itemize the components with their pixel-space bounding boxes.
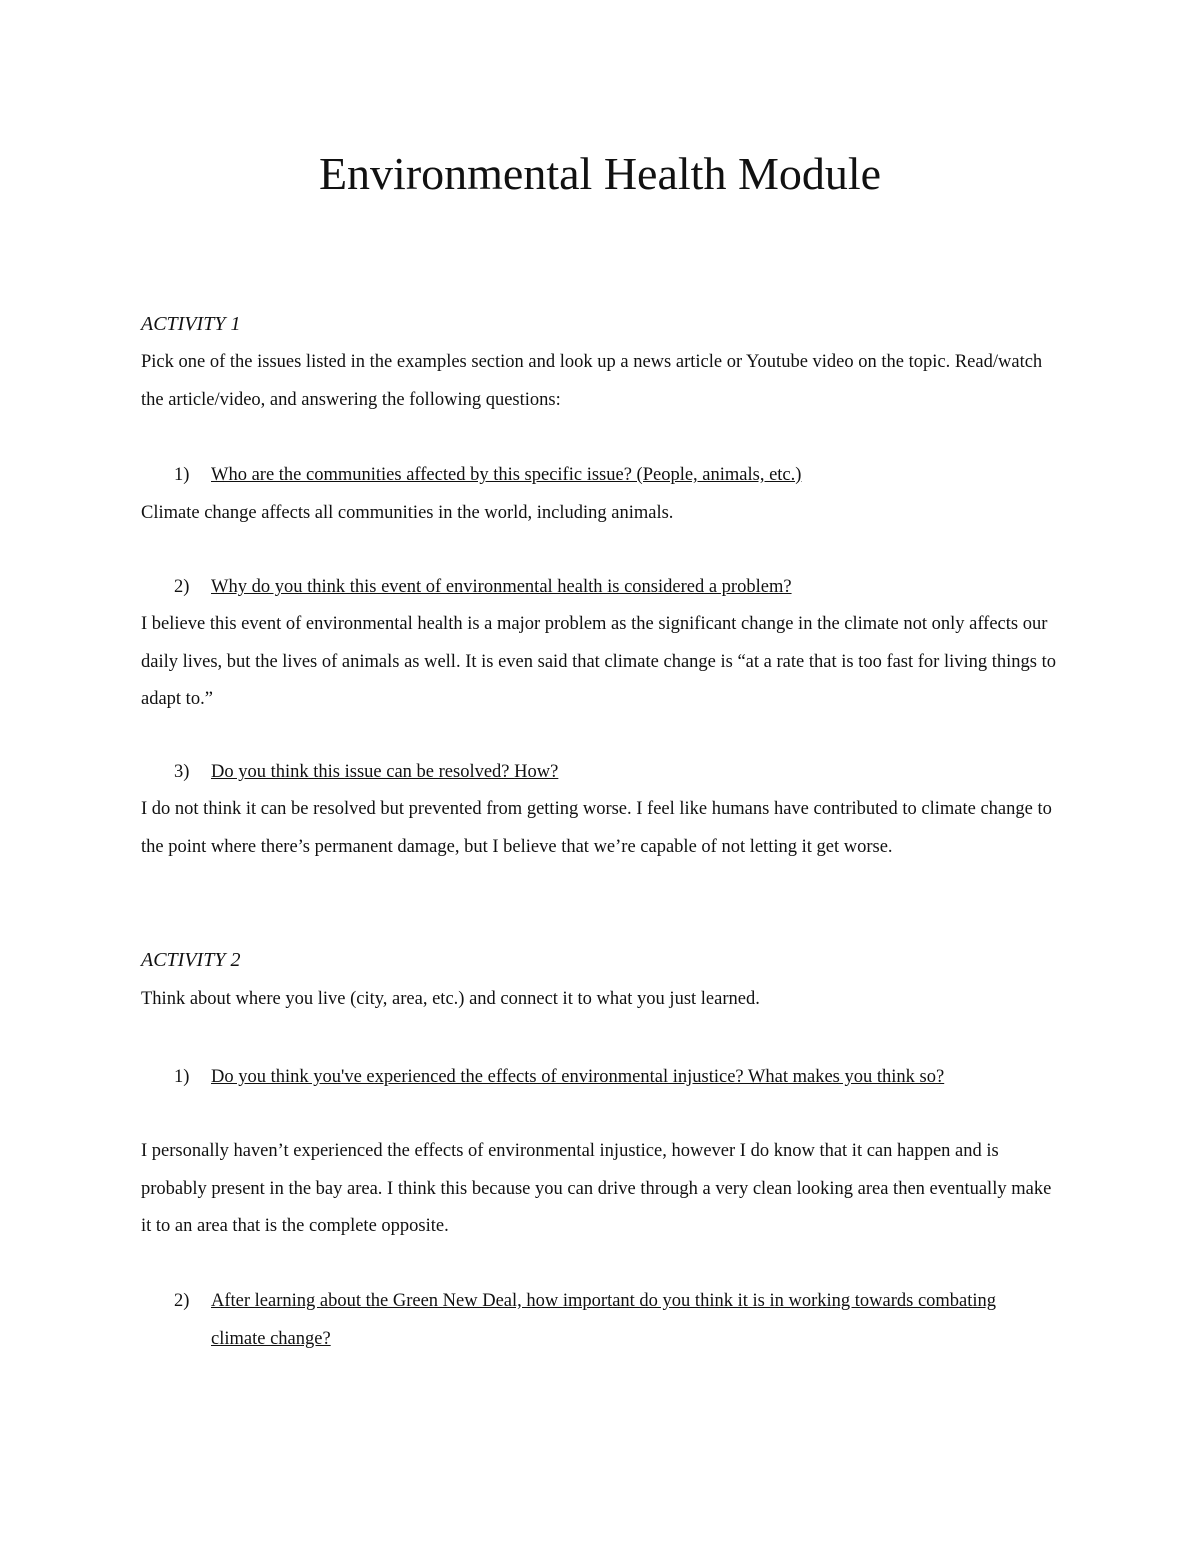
activity-2-heading: ACTIVITY 2 [141, 949, 241, 971]
activity-1-question-1: Who are the communities affected by this specific issue? (People, animals, etc.) [211, 465, 802, 485]
question-number: 1) [174, 1067, 190, 1087]
question-number: 1) [174, 465, 190, 485]
question-number: 2) [174, 577, 190, 597]
activity-1-question-3: Do you think this issue can be resolved? How? [211, 762, 559, 782]
document-title: Environmental Health Module [318, 148, 882, 199]
activity-1-answer-3: I do not think it can be resolved but prevented from getting worse. I feel like humans have contributed to climate change to the point where there’s permanent damage, but I believe that we’re capable of not letting it get worse. [141, 799, 1052, 857]
activity-1-answer-1: Climate change affects all communities in the world, including animals. [141, 503, 674, 523]
question-number: 2) [174, 1291, 190, 1311]
activity-2-intro: Think about where you live (city, area, etc.) and connect it to what you just learned. [141, 989, 760, 1009]
activity-1-question-2: Why do you think this event of environmental health is considered a problem? [211, 577, 792, 597]
activity-2-question-1: Do you think you've experienced the effects of environmental injustice? What makes you think so? [211, 1067, 945, 1087]
activity-2-answer-1: I personally haven’t experienced the effects of environmental injustice, however I do know that it can happen and is probably present in the bay area. I think this because you can drive through a very clean looking area then eventually make it to an area that is the complete opposite. [141, 1141, 1052, 1236]
activity-1-answer-2: I believe this event of environmental health is a major problem as the significant change in the climate not only affects our daily lives, but the lives of animals as well. It is even said that climate change is “at a rate that is too fast for living things to adapt to.” [141, 614, 1057, 709]
activity-1-heading: ACTIVITY 1 [141, 313, 241, 335]
question-number: 3) [174, 762, 190, 782]
activity-1-intro: Pick one of the issues listed in the examples section and look up a news article or Youtube video on the topic. Read/watch the article/video, and answering the following questions: [141, 352, 1043, 410]
activity-2-question-2: After learning about the Green New Deal, how important do you think it is in working towards combating climate change? [211, 1291, 997, 1349]
